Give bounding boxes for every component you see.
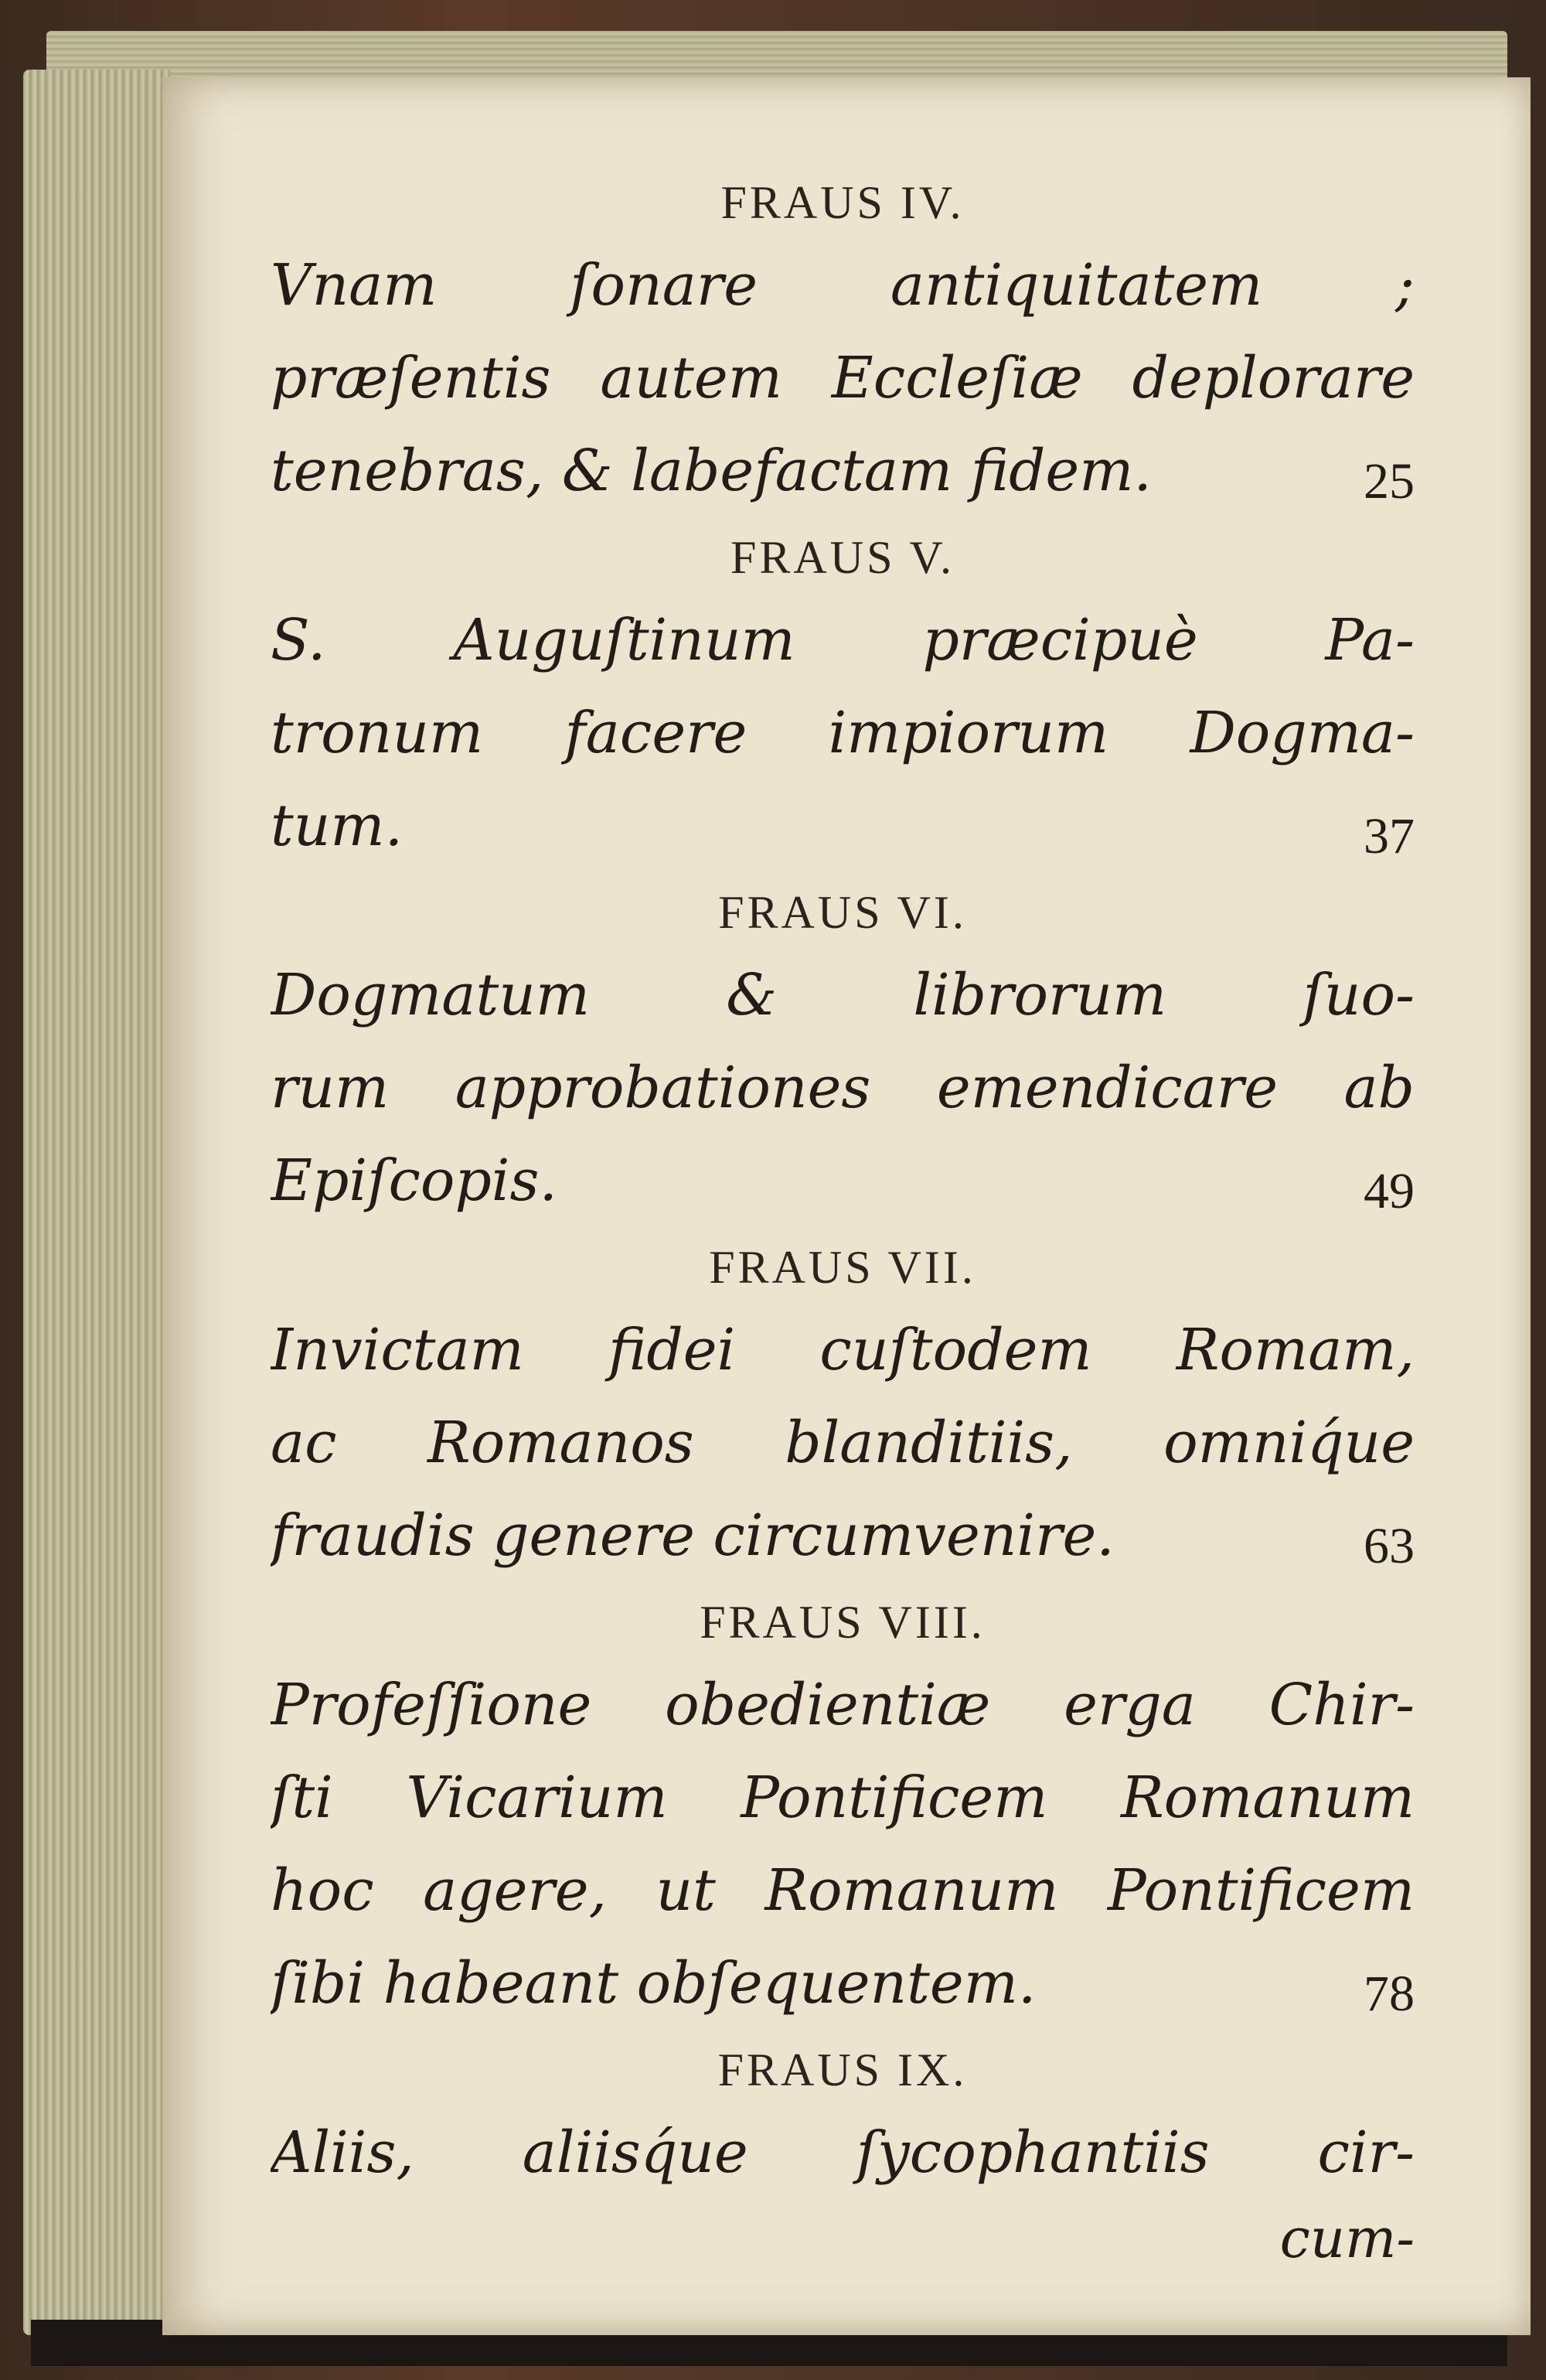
page-reference: 78 xyxy=(1364,1966,1415,2022)
page-reference: 37 xyxy=(1364,808,1415,864)
section-heading: FRAUS IV. xyxy=(720,177,965,228)
book-page xyxy=(162,77,1531,2335)
section-heading: FRAUS V. xyxy=(730,532,955,583)
entry-line: Dogmatum & librorum ſuo- xyxy=(271,962,1415,1028)
entry-line: præſentis autem Eccleſiæ deplorare xyxy=(271,345,1415,411)
section-heading: FRAUS VII. xyxy=(709,1242,976,1293)
entry-line: Invictam fidei cuſtodem Romam, xyxy=(271,1317,1415,1383)
entry-line: S. Auguſtinum præcipuè Pa- xyxy=(271,607,1415,673)
section-entry xyxy=(271,2106,1415,2199)
section-entry xyxy=(271,239,1415,517)
page-reference: 25 xyxy=(1364,453,1415,510)
section-heading: FRAUS IX. xyxy=(717,2044,968,2095)
page-reference: 63 xyxy=(1364,1518,1415,1574)
entry-line: tronum facere impiorum Dogma- xyxy=(271,700,1415,766)
entry-line: Vnam ſonare antiquitatem ; xyxy=(271,252,1415,319)
page-content xyxy=(271,162,1415,2270)
section-heading: FRAUS VI. xyxy=(718,887,967,938)
catchword: cum- xyxy=(1279,2207,1415,2270)
entry-line: hoc agere, ut Romanum Pontificem xyxy=(271,1857,1415,1924)
entry-line: ac Romanos blanditiis, omniq́ue xyxy=(271,1410,1415,1476)
section-entry xyxy=(271,594,1415,872)
entry-line: Aliis, aliisq́ue ſycophantiis cir- xyxy=(271,2119,1415,2186)
section-heading: FRAUS VIII. xyxy=(700,1597,986,1648)
entry-line: ſibi habeant obſequentem. xyxy=(271,1950,1037,2017)
entry-line: ſti Vicarium Pontificem Romanum xyxy=(271,1765,1415,1831)
entry-line: Profeſſione obedientiæ erga Chir- xyxy=(271,1672,1415,1738)
section-entry xyxy=(271,1304,1415,1582)
section-entry xyxy=(271,1659,1415,2030)
entry-line: rum approbationes emendicare ab xyxy=(271,1055,1415,1121)
entry-line: Epiſcopis. xyxy=(271,1147,557,1214)
book-page-edges xyxy=(23,70,170,2335)
entry-line: fraudis genere circumvenire. xyxy=(271,1502,1115,1569)
page-reference: 49 xyxy=(1364,1163,1415,1219)
entry-line: tenebras, & labefactam fidem. xyxy=(271,438,1152,504)
entry-line: tum. xyxy=(271,793,404,859)
section-entry xyxy=(271,949,1415,1227)
